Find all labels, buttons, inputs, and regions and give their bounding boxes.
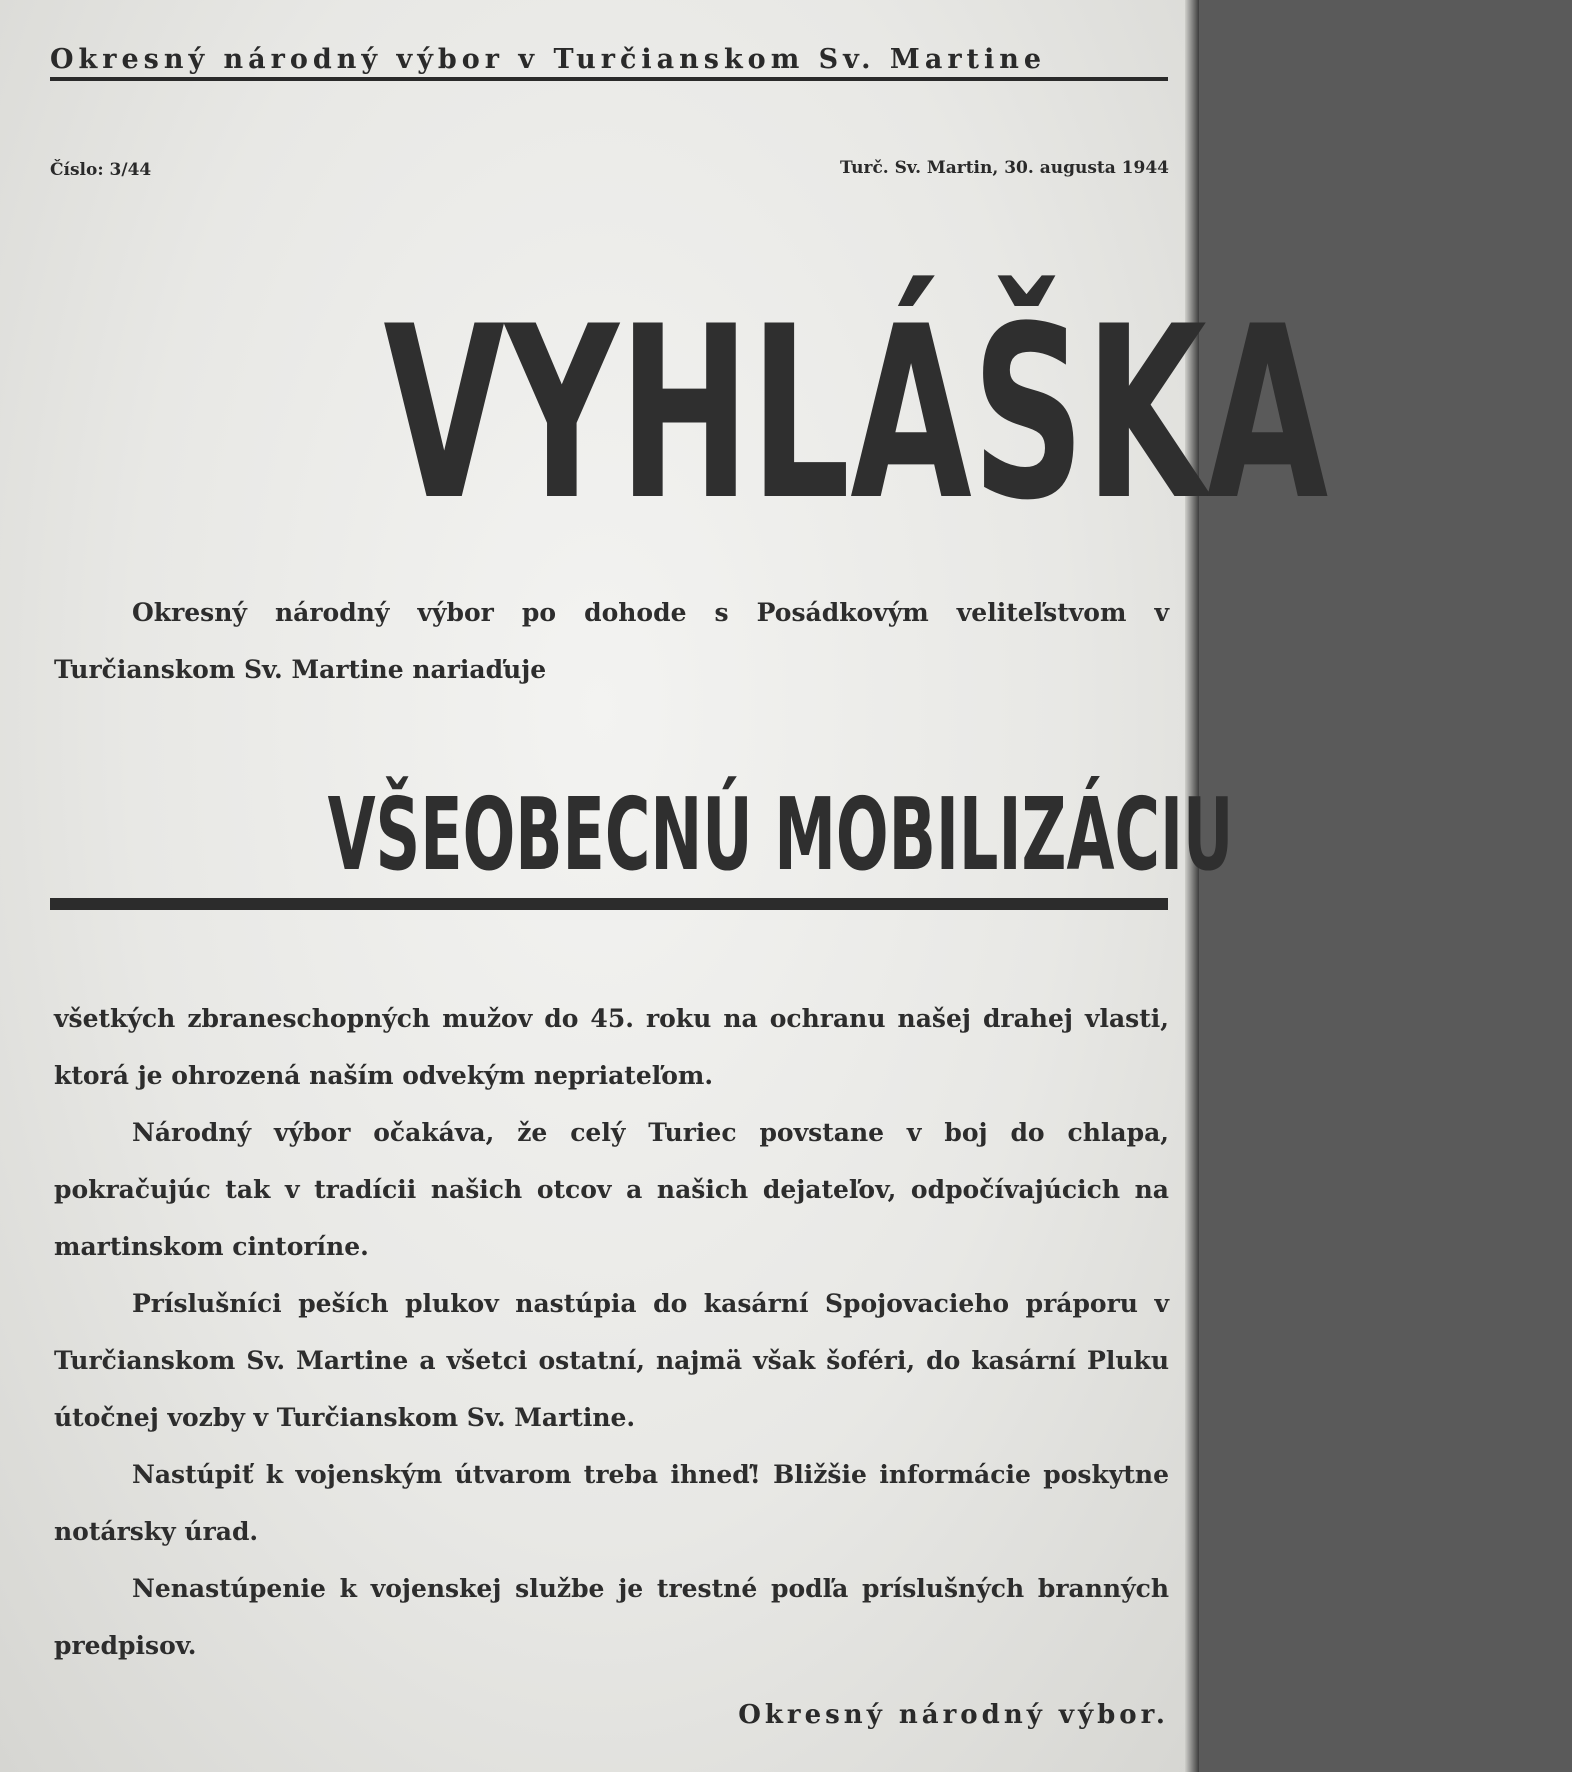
- place-and-date: Turč. Sv. Martin, 30. augusta 1944: [840, 158, 1169, 178]
- body-paragraph: Nenastúpenie k vojenskej službe je trestné podľa príslušných branných predpisov.: [54, 1574, 1169, 1660]
- body-paragraph: Národný výbor očakáva, že celý Turiec povstane v boj do chlapa, pokračujúc tak v tradícii našich otcov a našich dejateľov, odpočívajúcich na martinskom cintoríne.: [54, 1118, 1169, 1261]
- body-paragraph: Príslušníci peších plukov nastúpia do kasární Spojovacieho práporu v Turčianskom Sv. Martine a všetci ostatní, najmä však šoféri, do kasární Pluku útočnej vozby v Turčianskom Sv. Martine.: [54, 1289, 1169, 1432]
- mobilization-headline: [50, 770, 1234, 900]
- poster-title-text: VYHLÁŠKA: [383, 276, 1329, 553]
- body-paragraph: všetkých zbraneschopných mužov do 45. roku na ochranu našej drahej vlasti, ktorá je ohrozená naším odvekým nepriateľom.: [54, 1004, 1169, 1090]
- intro-paragraph: Okresný národný výbor po dohode s Posádkovým veliteľstvom v Turčianskom Sv. Martine nariaďuje: [54, 598, 1169, 684]
- poster-title: [140, 276, 1329, 553]
- mobilization-headline-text: VŠEOBECNÚ MOBILIZÁCIU: [327, 776, 1234, 893]
- document-number: Číslo: 3/44: [50, 160, 152, 180]
- headline-underline: [50, 898, 1168, 910]
- signature: Okresný národný výbor.: [738, 1700, 1169, 1730]
- header-rule: [50, 77, 1168, 81]
- issuing-authority: Okresný národný výbor v Turčianskom Sv. Martine: [50, 44, 1047, 75]
- body-paragraph: Nastúpiť k vojenským útvarom treba ihneď! Bližšie informácie poskytne notársky úrad.: [54, 1460, 1169, 1546]
